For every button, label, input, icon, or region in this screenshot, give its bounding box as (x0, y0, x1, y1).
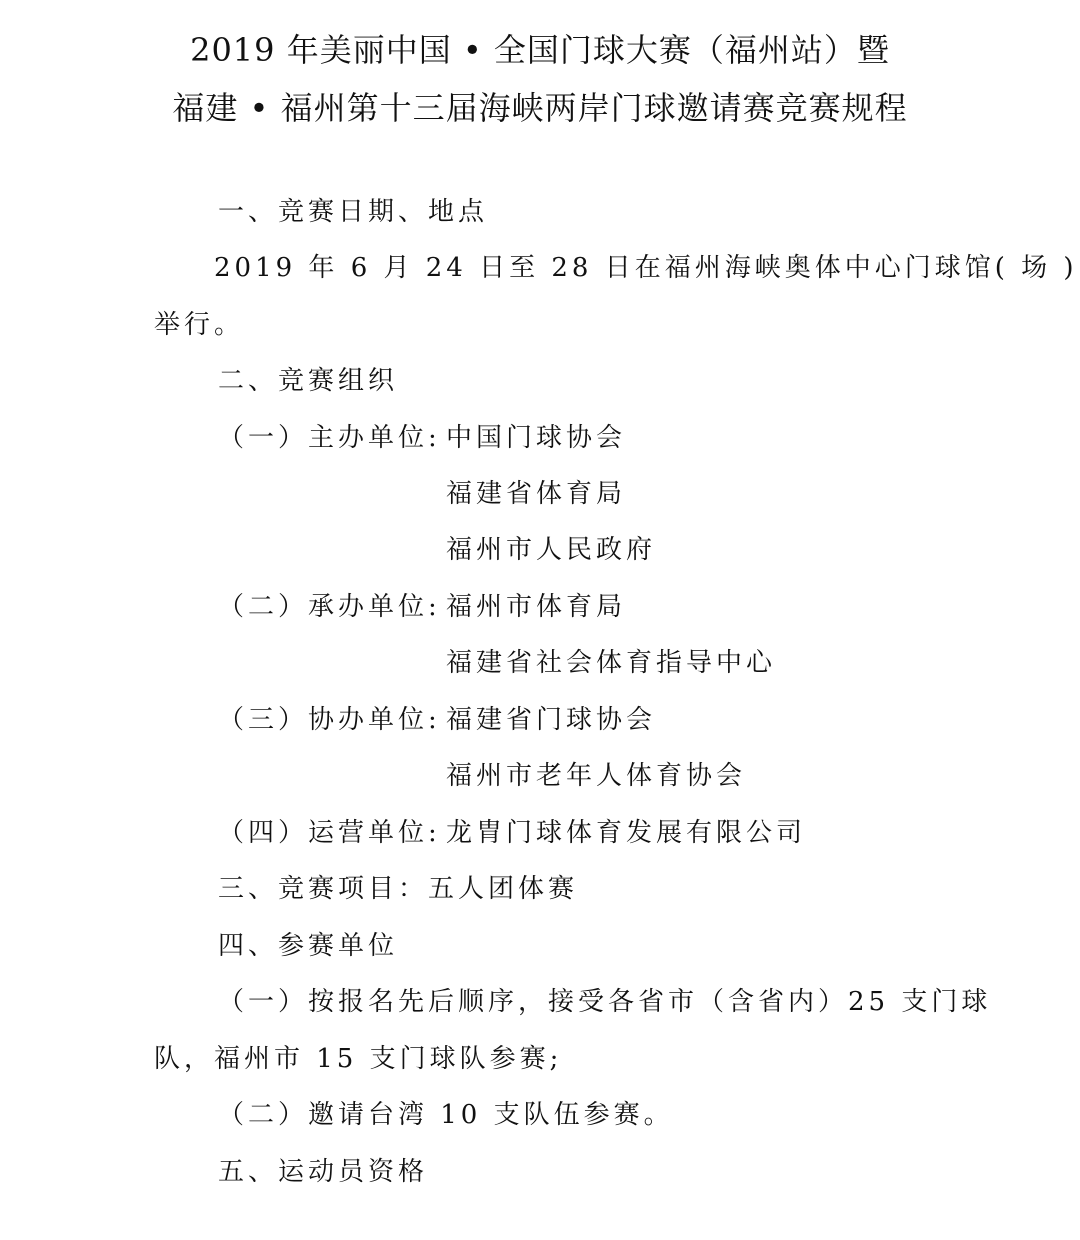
section-1-paragraph-line-2: 举行。 (154, 310, 245, 340)
section-1-paragraph-line-1: 2019 年 6 月 24 日至 28 日在福州海峡奥体中心门球馆( 场 ) (214, 253, 1078, 283)
section-2-heading: 二、竞赛组织 (218, 366, 399, 396)
org-value-co-organizer-1: 福建省门球协会 (446, 705, 657, 735)
org-value-host-2: 福建省体育局 (446, 479, 627, 509)
org-label-host: （一）主办单位: (218, 423, 441, 453)
org-label-operator: （四）运营单位: (218, 818, 441, 848)
org-value-organizer-2: 福建省社会体育指导中心 (446, 648, 777, 678)
org-value-operator-1: 龙胄门球体育发展有限公司 (446, 818, 807, 848)
section-4-item-1-line-1: （一）按报名先后顺序，接受各省市（含省内）25 支门球 (218, 987, 992, 1017)
org-label-organizer: （二）承办单位: (218, 592, 441, 622)
section-1-heading: 一、竞赛日期、地点 (218, 197, 489, 227)
section-3-heading: 三、竞赛项目：五人团体赛 (218, 874, 579, 904)
title-line-1: 2019 年美丽中国 • 全国门球大赛（福州站）暨 (190, 31, 890, 69)
org-value-organizer-1: 福州市体育局 (446, 592, 627, 622)
title-line-2: 福建 • 福州第十三届海峡两岸门球邀请赛竞赛规程 (172, 89, 908, 127)
section-4-item-1-line-2: 队，福州市 15 支门球队参赛; (154, 1044, 563, 1074)
org-label-co-organizer: （三）协办单位: (218, 705, 441, 735)
section-5-heading: 五、运动员资格 (218, 1157, 429, 1187)
org-value-host-3: 福州市人民政府 (446, 535, 657, 565)
section-4-heading: 四、参赛单位 (218, 931, 399, 961)
org-value-co-organizer-2: 福州市老年人体育协会 (446, 761, 747, 791)
section-4-item-2: （二）邀请台湾 10 支队伍参赛。 (218, 1100, 674, 1130)
org-value-host-1: 中国门球协会 (446, 423, 627, 453)
